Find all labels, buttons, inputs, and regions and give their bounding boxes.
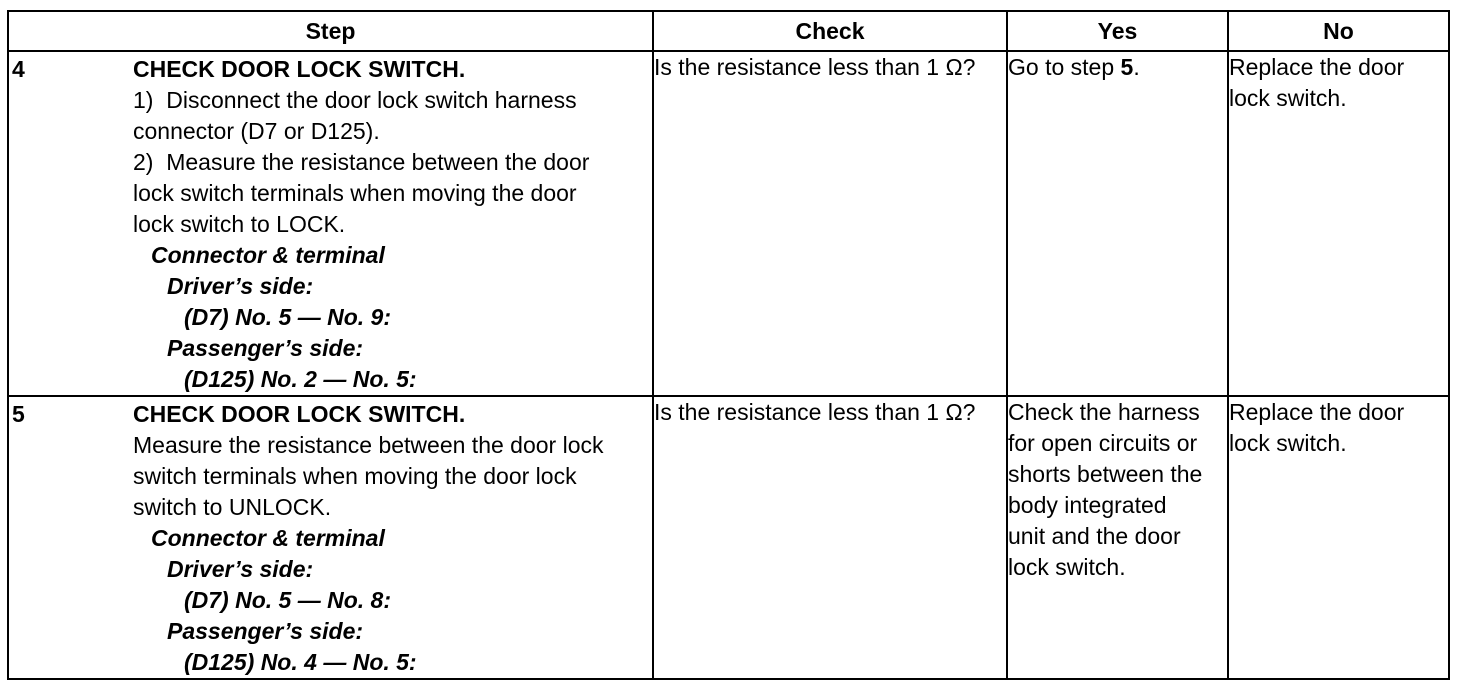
diagnostic-table — [7, 10, 1450, 680]
yes-line: unit and the door — [1008, 523, 1181, 549]
driver-terminals: (D7) No. 5 — No. 8: — [184, 587, 392, 613]
passenger-side-label: Passenger’s side: — [167, 618, 364, 644]
instruction-line: Measure the resistance between the door lock — [133, 432, 604, 458]
driver-terminals: (D7) No. 5 — No. 9: — [184, 304, 392, 330]
yes-line: shorts between the — [1008, 461, 1203, 487]
yes-cell — [1007, 396, 1228, 679]
header-check: Check — [653, 11, 1007, 51]
instruction-line: connector (D7 or D125). — [133, 118, 380, 144]
instruction-line: switch to UNLOCK. — [133, 494, 332, 520]
yes-suffix: . — [1133, 54, 1140, 80]
header-no: No — [1228, 11, 1449, 51]
no-line: lock switch. — [1229, 430, 1347, 456]
check-cell: Is the resistance less than 1 Ω? — [653, 51, 1007, 396]
driver-side-label: Driver’s side: — [167, 556, 314, 582]
no-cell — [1228, 396, 1449, 679]
instruction-line: 1) Disconnect the door lock switch harness — [133, 87, 577, 113]
no-line: lock switch. — [1229, 85, 1347, 111]
step-title: CHECK DOOR LOCK SWITCH. — [133, 56, 466, 82]
instruction-line: lock switch to LOCK. — [133, 211, 346, 237]
connector-heading: Connector & terminal — [151, 242, 385, 268]
step-cell — [8, 396, 653, 679]
check-cell: Is the resistance less than 1 Ω? — [653, 396, 1007, 679]
passenger-terminals: (D125) No. 4 — No. 5: — [184, 649, 417, 675]
no-cell — [1228, 51, 1449, 396]
yes-prefix: Go to step — [1008, 54, 1121, 80]
step-title: CHECK DOOR LOCK SWITCH. — [133, 401, 466, 427]
instruction-line: lock switch terminals when moving the door — [133, 180, 577, 206]
table-row — [8, 51, 1449, 396]
passenger-side-label: Passenger’s side: — [167, 335, 364, 361]
no-line: Replace the door — [1229, 54, 1405, 80]
no-line: Replace the door — [1229, 399, 1405, 425]
driver-side-label: Driver’s side: — [167, 273, 314, 299]
header-step: Step — [8, 11, 653, 51]
step-number: 5 — [12, 401, 25, 427]
yes-step-ref: 5 — [1120, 54, 1134, 80]
connector-heading: Connector & terminal — [151, 525, 385, 551]
instruction-line: 2) Measure the resistance between the door — [133, 149, 590, 175]
step-cell — [8, 51, 653, 396]
yes-line: body integrated — [1008, 492, 1167, 518]
header-row — [8, 11, 1449, 51]
header-yes: Yes — [1007, 11, 1228, 51]
instruction-line: switch terminals when moving the door lock — [133, 463, 577, 489]
table-row — [8, 396, 1449, 679]
yes-line: lock switch. — [1008, 554, 1126, 580]
step-number: 4 — [12, 56, 25, 82]
yes-line: for open circuits or — [1008, 430, 1198, 456]
passenger-terminals: (D125) No. 2 — No. 5: — [184, 366, 417, 392]
yes-line: Check the harness — [1008, 399, 1200, 425]
yes-cell — [1007, 51, 1228, 396]
